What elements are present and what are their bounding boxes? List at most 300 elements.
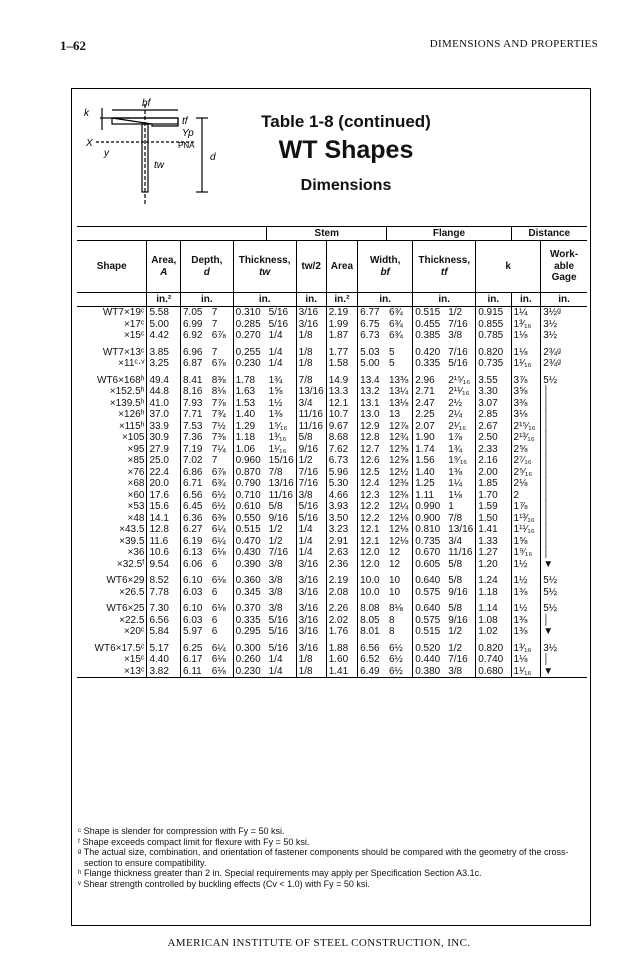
cell-tf: 1.90: [413, 432, 446, 444]
cell-tw2: 1/8: [296, 347, 326, 359]
gage-continues-arrow-icon: │: [541, 524, 587, 536]
cell-d-frac: 6½: [211, 489, 226, 501]
table-row: [77, 536, 587, 548]
table-row: [77, 444, 587, 456]
cell-tf-frac: 1/2: [448, 626, 463, 637]
cell-kdes: 3.55: [476, 375, 511, 387]
cell-tw-frac: 1/4: [268, 654, 283, 665]
cell-kdet: 3⅛: [511, 409, 541, 421]
cell-d-frac: 6: [211, 558, 218, 570]
cell-d: 6.06: [181, 559, 210, 571]
cell-gage: 3½: [541, 643, 587, 655]
cell-bf: 10.0: [358, 575, 387, 587]
cell-kdes: 0.740: [476, 654, 511, 666]
cell-tf-frac: 3/8: [448, 330, 463, 341]
cell-kdes: 0.915: [476, 307, 511, 319]
cell-tf-frac: 5/8: [448, 603, 463, 614]
gage-continues-arrow-icon: │: [541, 444, 587, 456]
table-number: Table 1-8 (continued): [261, 112, 431, 131]
cell-stem-area: 1.88: [326, 643, 357, 655]
table-row: [77, 575, 587, 587]
cell-tw-frac: 1/4: [268, 358, 283, 369]
cell-tw-frac: 3/8: [268, 586, 283, 598]
cell-stem-area: 10.7: [326, 409, 357, 421]
cell-A: 9.54: [147, 559, 181, 571]
gage-continues-arrow-icon: │: [541, 513, 587, 525]
cell-tw: 0.270: [233, 330, 266, 342]
cell-tf: 0.670: [413, 547, 446, 559]
cell-shape: ×152.5ʰ: [109, 386, 145, 397]
cell-kdes: 1.20: [476, 559, 511, 571]
cell-tw2: 5/16: [296, 501, 326, 513]
table-row: [77, 375, 587, 387]
cell-d-frac: 7½: [211, 420, 226, 432]
cell-kdet: 1⅜: [511, 615, 541, 627]
cell-tw: 0.550: [233, 513, 266, 525]
cell-kdes: 1.24: [476, 575, 511, 587]
table-row: [77, 603, 587, 615]
cell-bf-frac: 8: [388, 614, 395, 626]
cell-tf: 2.07: [413, 421, 446, 433]
units-row: in.² in. in. in. in.² in. in. in. in. in.: [77, 293, 587, 307]
cell-tw-frac: 1/4: [268, 346, 283, 358]
cell-d: 6.19: [181, 536, 210, 548]
cell-kdet: 3⅜: [511, 398, 541, 410]
cell-A: 12.8: [147, 524, 181, 536]
cell-tf: 0.575: [413, 587, 446, 599]
cell-tw: 0.360: [233, 575, 266, 587]
table-row: [77, 319, 587, 331]
cell-tw: 1.53: [233, 398, 266, 410]
cell-kdes: 1.18: [476, 587, 511, 599]
cell-shape: ×115ʰ: [118, 420, 145, 432]
footnote: ᵍ The actual size, combination, and orientation of fastener components should be compared with the geometry of the cross-section to ensure compatibility.: [78, 847, 569, 868]
cell-tf: 0.455: [413, 319, 446, 331]
cell-d: 6.13: [181, 547, 210, 559]
cell-tw-frac: 7/16: [268, 547, 289, 558]
cell-tf-frac: 2½: [448, 397, 463, 409]
cell-tf: 0.640: [413, 603, 446, 615]
cell-d: 7.36: [181, 432, 210, 444]
cell-A: 5.17: [147, 643, 181, 655]
cell-kdet: 1⅝: [511, 536, 541, 548]
cell-kdes: 1.50: [476, 513, 511, 525]
cell-A: 25.0: [147, 455, 181, 467]
table-row: [77, 330, 587, 342]
gage-continues-arrow-icon: │: [541, 501, 587, 513]
cell-shape: WT6×29: [106, 575, 145, 586]
cell-kdes: 1.02: [476, 626, 511, 638]
cell-gage: 5½: [541, 575, 587, 587]
cell-bf: 12.0: [358, 559, 387, 571]
cell-tf-frac: 13/16: [448, 524, 474, 535]
cell-tw: 0.960: [233, 455, 266, 467]
cell-d: 6.71: [181, 478, 210, 490]
table-body: [77, 307, 587, 678]
cell-bf: 5.03: [358, 347, 387, 359]
cell-kdet: 1⅛: [511, 654, 541, 666]
cell-stem-area: 2.91: [326, 536, 357, 548]
cell-tf-frac: 1¼: [448, 478, 463, 489]
cell-kdet: 1⁹⁄₁₆: [511, 547, 541, 559]
cell-tw-frac: 1⁵⁄₁₆: [268, 420, 288, 432]
cell-shape: ×26.5: [119, 586, 145, 598]
table-row: [77, 524, 587, 536]
cell-d: 6.10: [181, 603, 210, 615]
cell-tw: 0.255: [233, 347, 266, 359]
cell-d: 8.16: [181, 386, 210, 398]
diagram-label-tw: tw: [154, 160, 164, 171]
cell-kdes: 3.30: [476, 386, 511, 398]
cell-shape: ×48: [127, 512, 145, 524]
cell-bf: 8.08: [358, 603, 387, 615]
cell-shape: WT6×25: [106, 603, 145, 614]
cell-stem-area: 8.68: [326, 432, 357, 444]
cell-tf: 0.900: [413, 513, 446, 525]
cell-tf: 1.40: [413, 467, 446, 479]
table-row: [77, 358, 587, 370]
cell-bf-frac: 5: [388, 346, 395, 358]
table-row: [77, 547, 587, 559]
cell-tf-frac: 1⅞: [448, 432, 463, 443]
cell-stem-area: 2.63: [326, 547, 357, 559]
table-row: [77, 587, 587, 599]
cell-tw-frac: 5/16: [268, 626, 289, 637]
cell-bf: 12.4: [358, 478, 387, 490]
cell-gage: 5½: [541, 603, 587, 615]
cell-tw2: 3/16: [296, 559, 326, 571]
cell-A: 4.42: [147, 330, 181, 342]
cell-tf-frac: 3/8: [446, 666, 476, 678]
cell-shape: ×39.5: [119, 535, 145, 547]
cell-kdet: 1¼: [511, 307, 541, 319]
cell-tw-frac: 3/8: [268, 558, 283, 570]
cell-tw2: 3/16: [296, 307, 326, 319]
cell-kdet: 3⅝: [511, 386, 541, 398]
gage-continues-arrow-icon: │: [541, 490, 587, 502]
col-stem-area: Area: [326, 241, 357, 293]
cell-kdes: 0.820: [476, 643, 511, 655]
cell-tw: 1.63: [233, 386, 266, 398]
cell-shape: WT7×13ᶜ: [102, 346, 145, 358]
cell-tw-frac: 5/16: [268, 318, 289, 330]
cell-bf-frac: 5: [388, 358, 395, 369]
cell-tw: 0.345: [233, 587, 266, 599]
cell-d-frac: 8⅜: [211, 374, 226, 386]
cell-bf-frac: 6¾: [388, 330, 403, 341]
gage-continues-arrow-icon: │: [541, 421, 587, 433]
cell-d-frac: 6: [211, 626, 218, 637]
cell-tw-frac: 1¾: [268, 374, 283, 386]
cell-bf: 6.73: [358, 330, 387, 342]
cell-A: 5.58: [147, 307, 181, 319]
cell-tf: 0.380: [413, 666, 446, 678]
cell-tw2: 5/16: [296, 513, 326, 525]
cell-bf: 6.75: [358, 319, 387, 331]
cell-d-frac: 6½: [211, 501, 226, 512]
cell-A: 3.25: [147, 358, 181, 370]
cell-tf-frac: 11/16: [448, 547, 473, 558]
cell-bf: 13.4: [358, 375, 387, 387]
cell-tw2: 1/8: [296, 666, 326, 678]
cell-tf-frac: 7/8: [448, 512, 463, 524]
cell-tw2: 11/16: [296, 409, 326, 421]
cell-stem-area: 13.3: [326, 386, 357, 398]
cell-tw-frac: 1⅜: [268, 409, 283, 420]
diagram-label-x: X: [86, 138, 93, 149]
cell-bf: 6.56: [358, 643, 387, 655]
cell-stem-area: 4.66: [326, 490, 357, 502]
cell-bf-frac: 12⅜: [388, 489, 409, 501]
cell-A: 7.30: [147, 603, 181, 615]
cell-stem-area: 1.76: [326, 626, 357, 638]
table-row: [77, 666, 587, 678]
cell-bf: 12.2: [358, 501, 387, 513]
cell-tw2: 3/16: [296, 643, 326, 655]
cell-kdet: 1⅜: [511, 587, 541, 599]
cell-d: 7.02: [181, 455, 210, 467]
col-workable-gage: Work- able Gage: [541, 241, 587, 293]
gage-continues-arrow-icon: │: [541, 409, 587, 421]
cell-tw2: 3/4: [296, 398, 326, 410]
cell-d-frac: 7: [211, 318, 218, 330]
cell-tw: 0.390: [233, 559, 266, 571]
diagram-label-pna: PNA: [178, 141, 195, 150]
cell-tw2: 1/2: [296, 455, 326, 467]
cell-shape: WT7×19ᶜ: [102, 307, 145, 318]
cell-d: 6.36: [181, 513, 210, 525]
cell-tf: 2.71: [413, 386, 446, 398]
cell-d-frac: 7: [211, 307, 218, 318]
cell-kdes: 0.820: [476, 347, 511, 359]
cell-bf-frac: 6½: [388, 642, 403, 654]
table-title: [236, 112, 456, 195]
cell-kdes: 1.85: [476, 478, 511, 490]
cell-stem-area: 3.23: [326, 524, 357, 536]
cell-tw-frac: 3/8: [268, 575, 283, 586]
diagram-label-bf: bf: [142, 98, 151, 109]
cell-tf-frac: 5/8: [448, 575, 463, 586]
cell-d: 7.19: [181, 444, 210, 456]
cell-A: 14.1: [147, 513, 181, 525]
cell-d: 6.92: [181, 330, 210, 342]
table-subtitle: Dimensions: [300, 177, 392, 194]
cell-kdet: 1½: [511, 603, 541, 615]
cell-tf: 2.25: [413, 409, 446, 421]
cell-d: 7.71: [181, 409, 210, 421]
cell-stem-area: 1.41: [326, 666, 357, 678]
cell-A: 3.85: [147, 347, 181, 359]
table-row: [77, 307, 587, 319]
cell-kdet: 1¹⁄₁₆: [511, 358, 541, 370]
cell-tw: 0.430: [233, 547, 266, 559]
cell-kdes: 2.33: [476, 444, 511, 456]
cell-shape: ×85: [127, 455, 145, 466]
cell-shape: ×17ᶜ: [123, 318, 145, 330]
diagram-label-tf: tf: [182, 116, 188, 127]
cell-bf-frac: 12⅝: [388, 443, 409, 455]
cell-A: 11.6: [147, 536, 181, 548]
cell-bf: 13.1: [358, 398, 387, 410]
cell-d-frac: 6¼: [211, 535, 226, 547]
cell-tf: 0.575: [413, 615, 446, 627]
cell-kdet: 2: [511, 490, 541, 502]
cell-shape: ×60: [127, 489, 145, 501]
cell-tw: 0.230: [233, 666, 266, 678]
cell-tw2: 3/16: [296, 603, 326, 615]
col-flange-thickness: Thickness, tf: [413, 241, 476, 293]
cell-bf-frac: 6¾: [388, 318, 403, 330]
cell-kdet: 1¹⁄₁₆: [511, 666, 541, 678]
cell-kdes: 1.27: [476, 547, 511, 559]
cell-d-frac: 6⅛: [211, 575, 226, 586]
cell-bf-frac: 13¼: [388, 386, 409, 397]
cell-A: 5.00: [147, 319, 181, 331]
table-row: [77, 409, 587, 421]
cell-tw2: 13/16: [296, 386, 326, 398]
cell-stem-area: 2.19: [326, 307, 357, 319]
cell-bf-frac: 8: [388, 626, 395, 637]
cell-kdet: 1⅞: [511, 501, 541, 513]
cell-tf: 0.990: [413, 501, 446, 513]
cell-bf-frac: 13⅛: [388, 397, 409, 409]
cell-shape: ×53: [127, 501, 145, 512]
cell-tf: 0.735: [413, 536, 446, 548]
cell-shape: ×11ᶜ·ᵛ: [118, 358, 145, 369]
cell-tw: 1.06: [233, 444, 266, 456]
cell-A: 6.56: [147, 615, 181, 627]
cell-d-frac: 6¼: [211, 642, 226, 654]
footnotes: [78, 826, 583, 889]
cell-tf: 1.74: [413, 444, 446, 456]
cell-stem-area: 12.1: [326, 398, 357, 410]
table-row: [77, 386, 587, 398]
cell-kdet: 1³⁄₁₆: [511, 643, 541, 655]
cell-tf-frac: 1⅜: [448, 466, 463, 478]
cell-gage: 5½: [541, 587, 587, 599]
cell-stem-area: 9.67: [326, 421, 357, 433]
table-row: [77, 347, 587, 359]
cell-tf: 0.515: [413, 626, 446, 638]
cell-bf-frac: 12⅞: [388, 420, 409, 432]
col-tw-half: tw/2: [296, 241, 326, 293]
cell-gage: 3½: [541, 330, 587, 342]
cell-bf: 12.5: [358, 467, 387, 479]
cell-bf: 12.7: [358, 444, 387, 456]
cell-tf-frac: 1/2: [448, 307, 463, 318]
cell-A: 7.78: [147, 587, 181, 599]
table-row: [77, 501, 587, 513]
cell-d: 8.41: [181, 375, 210, 387]
cell-bf: 13.0: [358, 409, 387, 421]
cell-d-frac: 6⅛: [210, 666, 233, 678]
cell-stem-area: 7.62: [326, 444, 357, 456]
cell-tf: 1.25: [413, 478, 446, 490]
cell-bf-frac: 6½: [387, 666, 413, 678]
gage-continues-arrow-icon: │: [541, 432, 587, 444]
cell-tf: 0.520: [413, 643, 446, 655]
cell-kdes: 0.785: [476, 330, 511, 342]
cell-tw2: 1/4: [296, 536, 326, 548]
cell-tw: 0.610: [233, 501, 266, 513]
cell-stem-area: 5.30: [326, 478, 357, 490]
cell-stem-area: 1.58: [326, 358, 357, 370]
footnote: ᶜ Shape is slender for compression with Fy = 50 ksi.: [78, 826, 285, 836]
cell-bf-frac: 12½: [388, 466, 409, 478]
cell-tf-frac: 9/16: [448, 586, 468, 598]
cell-bf: 12.6: [358, 455, 387, 467]
cell-bf: 6.52: [358, 654, 387, 666]
cell-kdes: 0.680: [476, 666, 511, 678]
cell-tw: 0.335: [233, 615, 266, 627]
cell-A: 27.9: [147, 444, 181, 456]
cell-A: 10.6: [147, 547, 181, 559]
col-k: k: [476, 241, 541, 293]
cell-d: 7.93: [181, 398, 210, 410]
cell-stem-area: 3.50: [326, 513, 357, 525]
cell-tw2: 3/16: [296, 615, 326, 627]
cell-d: 6.87: [181, 358, 210, 370]
gage-continues-arrow-icon: │: [541, 467, 587, 479]
cell-d-frac: 6⅛: [211, 547, 226, 558]
gage-continues-arrow-icon: │: [541, 455, 587, 467]
cell-bf-frac: 13⅜: [388, 374, 409, 386]
cell-d-frac: 8⅛: [211, 386, 226, 397]
cell-d: 6.96: [181, 347, 210, 359]
cell-tw2: 3/16: [296, 587, 326, 599]
cell-bf-frac: 12⅝: [388, 455, 409, 466]
cell-d-frac: 6: [211, 586, 218, 598]
gage-continues-arrow-icon: ▼: [541, 559, 587, 571]
cell-bf-frac: 12¾: [388, 432, 409, 443]
cell-d-frac: 6⅞: [211, 330, 226, 341]
cell-bf: 12.9: [358, 421, 387, 433]
cell-tf: 0.810: [413, 524, 446, 536]
cell-d: 6.99: [181, 319, 210, 331]
cell-shape: ×22.5: [119, 614, 145, 626]
cell-bf-frac: 12⅛: [388, 524, 409, 535]
cell-d-frac: 7⅞: [211, 397, 226, 409]
cell-kdet: 1½: [511, 559, 541, 571]
cell-d: 6.11: [181, 666, 210, 678]
cell-tw: 0.710: [233, 490, 266, 502]
cell-tw2: 1/4: [296, 524, 326, 536]
gage-continues-arrow-icon: │: [541, 654, 587, 666]
cell-A: 22.4: [147, 467, 181, 479]
cell-tw: 1.18: [233, 432, 266, 444]
table-row: [77, 398, 587, 410]
cell-d: 6.17: [181, 654, 210, 666]
cell-A: 15.6: [147, 501, 181, 513]
cell-tw: 0.300: [233, 643, 266, 655]
cell-d-frac: 6⅛: [211, 654, 226, 665]
cell-d: 6.86: [181, 467, 210, 479]
diagram-label-yp: Yp: [182, 128, 194, 139]
cell-gage: 2¾ᵍ: [541, 358, 587, 370]
cell-tw: 0.295: [233, 626, 266, 638]
cell-tw-frac: 1⅝: [268, 386, 283, 397]
cell-tf: 2.96: [413, 375, 446, 387]
gage-continues-arrow-icon: │: [541, 615, 587, 627]
cell-shape: ×15ᶜ: [123, 330, 145, 341]
cell-tw2: 11/16: [296, 421, 326, 433]
cell-kdes: 1.59: [476, 501, 511, 513]
cell-kdes: 1.41: [476, 524, 511, 536]
col-area: Area, A: [147, 241, 181, 293]
cell-kdet: 1⅜: [511, 626, 541, 638]
table-row: [77, 513, 587, 525]
cell-tw: 0.230: [233, 358, 266, 370]
